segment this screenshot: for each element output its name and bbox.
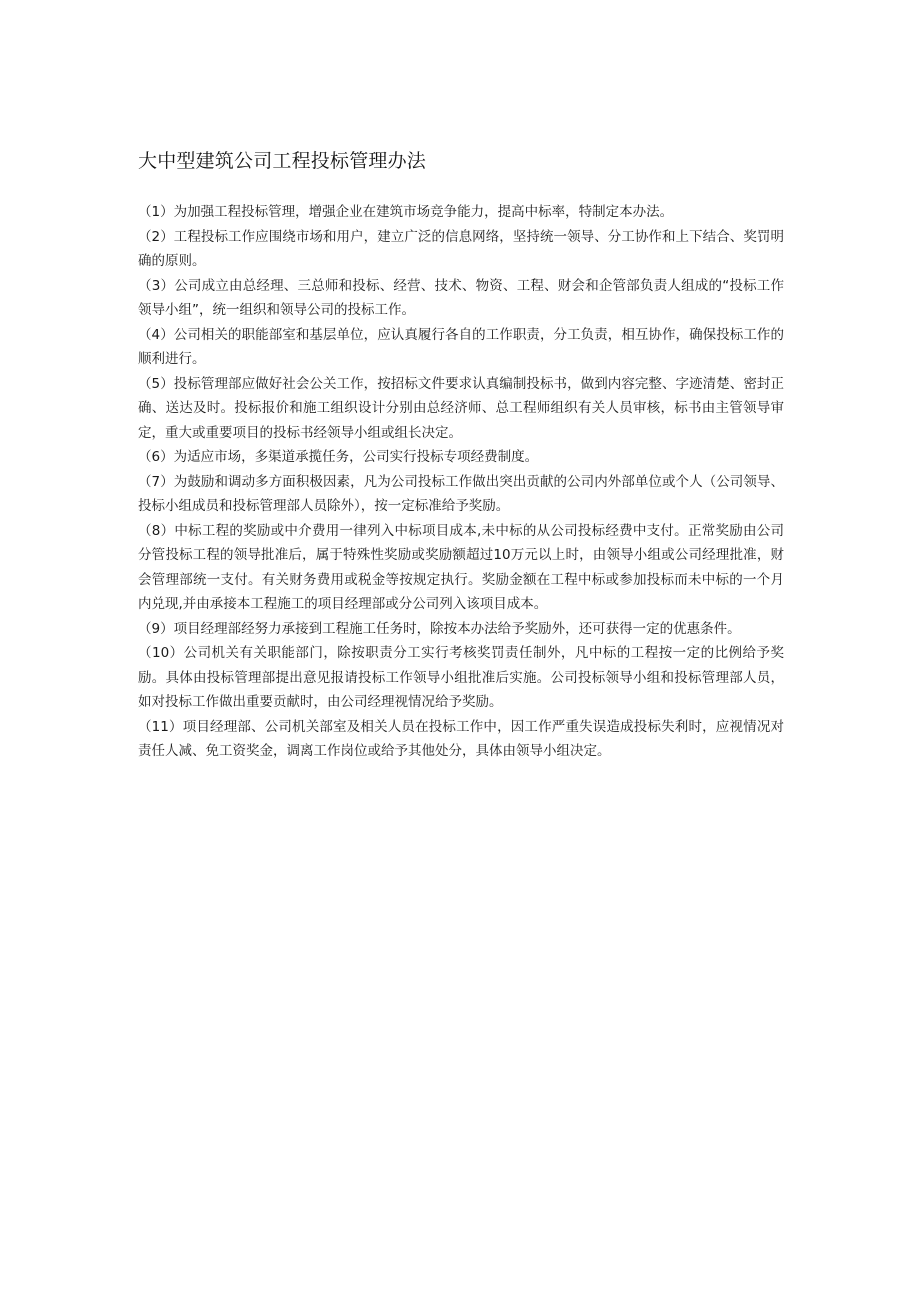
paragraph-2: （2）工程投标工作应围绕市场和用户，建立广泛的信息网络，坚持统一领导、分工协作和上下结合、奖罚明确的原则。 bbox=[138, 228, 784, 269]
paragraph-6: （6）为适应市场，多渠道承揽任务，公司实行投标专项经费制度。 bbox=[138, 449, 539, 465]
document-body bbox=[138, 200, 784, 764]
paragraph-4: （4）公司相关的职能部室和基层单位，应认真履行各自的工作职责，分工负责，相互协作，确保投标工作的顺利进行。 bbox=[138, 326, 784, 367]
paragraph-10: （10）公司机关有关职能部门，除按职责分工实行考核奖罚责任制外，凡中标的工程按一定的比例给予奖励。具体由投标管理部提出意见报请投标工作领导小组批准后实施。公司投标领导小组和投标管理部人员，如对投标工作做出重要贡献时，由公司经理视情况给予奖励。 bbox=[138, 645, 784, 710]
paragraph-1: （1）为加强工程投标管理，增强企业在建筑市场竞争能力，提高中标率，特制定本办法。 bbox=[138, 204, 674, 220]
document-title: 大中型建筑公司工程投标管理办法 bbox=[138, 150, 427, 172]
paragraph-5: （5）投标管理部应做好社会公关工作，按招标文件要求认真编制投标书，做到内容完整、字迹清楚、密封正确、送达及时。投标报价和施工组织设计分别由总经济师、总工程师组织有关人员审核，标书由主管领导审定，重大或重要项目的投标书经领导小组或组长决定。 bbox=[138, 375, 784, 441]
paragraph-3: （3）公司成立由总经理、三总师和投标、经营、技术、物资、工程、财会和企管部负责人组成的“投标工作领导小组”，统一组织和领导公司的投标工作。 bbox=[138, 277, 784, 318]
paragraph-8: （8）中标工程的奖励或中介费用一律列入中标项目成本,未中标的从公司投标经费中支付。正常奖励由公司分管投标工程的领导批准后，属于特殊性奖励或奖励额超过10万元以上时，由领导小组或公司经理批准，财会管理部统一支付。有关财务费用或税金等按规定执行。奖励金额在工程中标或参加投标而未中标的一个月内兑现,并由承接本工程施工的项目经理部或分公司列入该项目成本。 bbox=[138, 522, 784, 612]
paragraph-9: （9）项目经理部经努力承接到工程施工任务时，除按本办法给予奖励外，还可获得一定的优惠条件。 bbox=[138, 620, 741, 637]
paragraph-7: （7）为鼓励和调动多方面积极因素，凡为公司投标工作做出突出贡献的公司内外部单位或个人（公司领导、投标小组成员和投标管理部人员除外），按一定标准给予奖励。 bbox=[138, 473, 784, 514]
paragraph-11: （11）项目经理部、公司机关部室及相关人员在投标工作中，因工作严重失误造成投标失利时，应视情况对责任人减、免工资奖金，调离工作岗位或给予其他处分，具体由领导小组决定。 bbox=[138, 718, 784, 759]
